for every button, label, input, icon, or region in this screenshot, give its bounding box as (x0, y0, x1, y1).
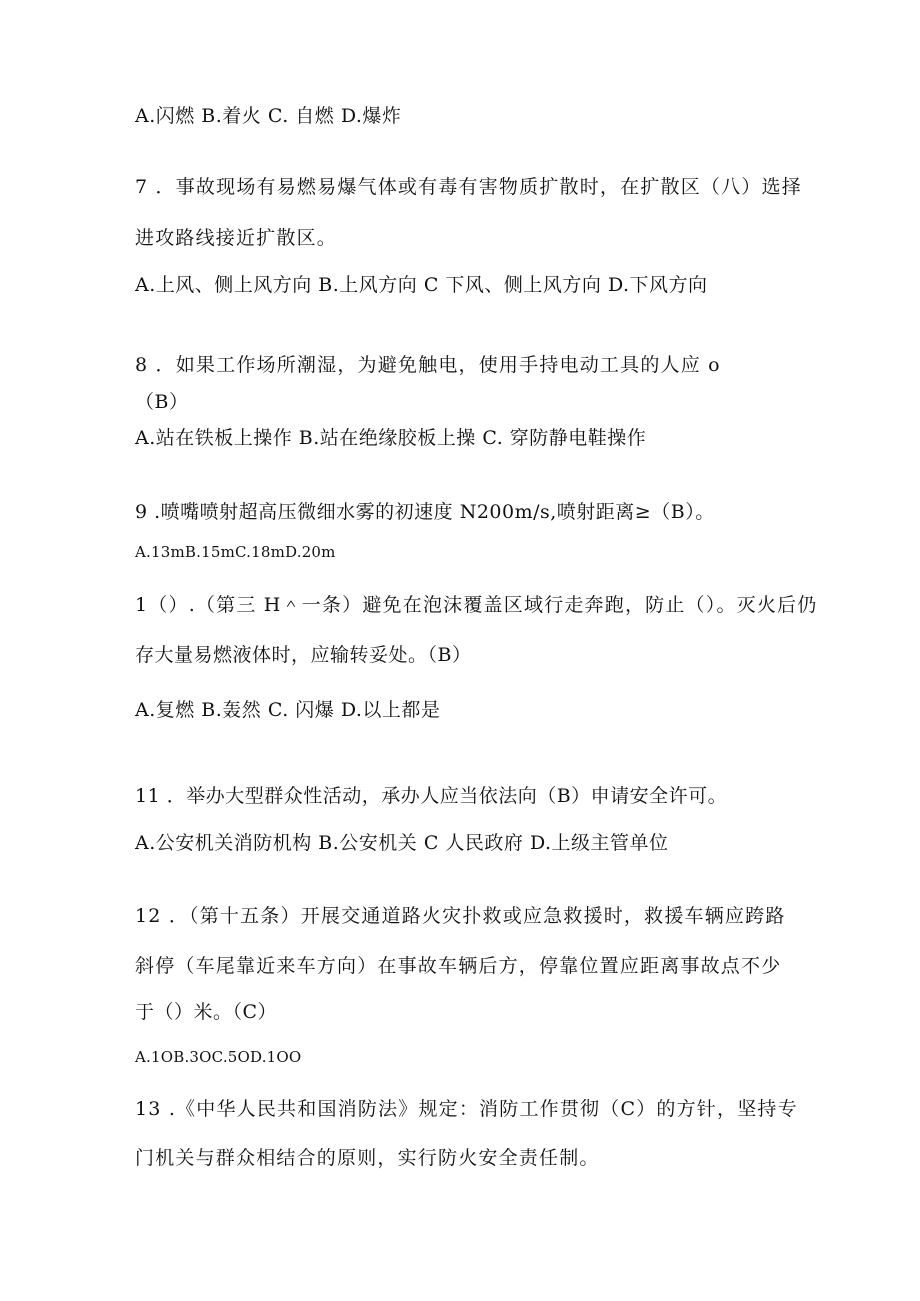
answer-options-q7: A.上风、侧上风方向 B.上风方向 C 下风、侧上风方向 D.下风方向 (135, 274, 708, 296)
question-8-line-1: 8 ．如果工作场所潮湿，为避免触电，使用手持电动工具的人应 o (135, 354, 721, 376)
answer-options-q6: A.闪燃 B.着火 C. 自燃 D.爆炸 (135, 105, 402, 127)
question-12-line-3: 于（）米。（C） (135, 1001, 278, 1023)
answer-options-q11: A.公安机关消防机构 B.公安机关 C 人民政府 D.上级主管单位 (135, 832, 669, 854)
question-12-line-2: 斜停（车尾靠近来车方向）在事故车辆后方，停靠位置应距离事故点不少 (135, 955, 782, 977)
question-7-line-2: 进攻路线接近扩散区。 (135, 227, 338, 249)
answer-options-q8: A.站在铁板上操作 B.站在绝缘胶板上操 C. 穿防静电鞋操作 (135, 427, 647, 449)
question-10-line-2: 存大量易燃液体时，应输转妥处。（B） (135, 644, 472, 666)
answer-options-q12: A.1OB.3OC.5OD.1OO (135, 1048, 302, 1066)
question-13-line-2: 门机关与群众相结合的原则，实行防火安全责任制。 (135, 1147, 600, 1169)
question-11-line-1: 11 ．举办大型群众性活动，承办人应当依法向（B）申请安全许可。 (135, 785, 728, 807)
question-12-line-1: 12 ．（第十五条）开展交通道路火灾扑救或应急救援时，救援车辆应跨路 (135, 905, 786, 927)
question-8-answer: （B） (135, 391, 189, 413)
question-10-line-1: 1（）.（第三 H＾一条）避免在泡沫覆盖区域行走奔跑，防止（）。灭火后仍 (135, 594, 818, 616)
answer-options-q9: A.13mB.15mC.18mD.20m (135, 543, 336, 561)
answer-options-q10: A.复燃 B.轰然 C. 闪爆 D.以上都是 (135, 699, 441, 721)
question-9-line-1: 9 .喷嘴喷射超高压微细水雾的初速度 N200m/s,喷射距离≥（B）。 (135, 501, 715, 523)
question-13-line-1: 13 .《中华人民共和国消防法》规定：消防工作贯彻（C）的方针，坚持专 (135, 1098, 798, 1120)
question-7-line-1: 7 ．事故现场有易燃易爆气体或有毒有害物质扩散时，在扩散区（八）选择 (135, 176, 802, 198)
